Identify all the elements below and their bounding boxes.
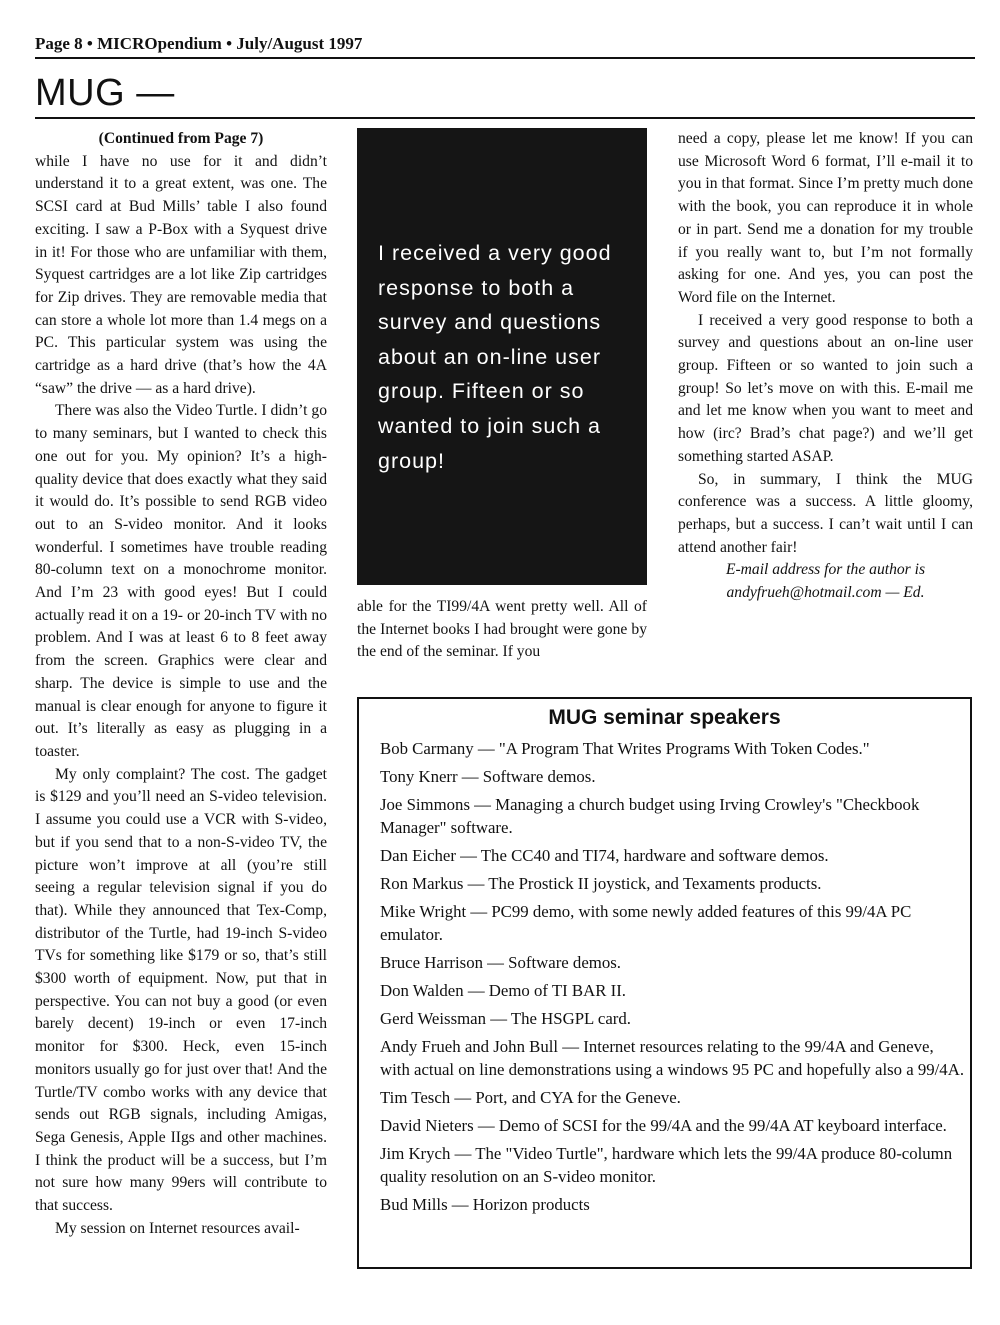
speaker-entry: Dan Eicher — The CC40 and TI74, hardware and software demos. bbox=[380, 846, 829, 865]
speaker-entry: Don Walden — Demo of TI BAR II. bbox=[380, 981, 626, 1000]
left-column bbox=[35, 128, 327, 1240]
speaker-entry: Bud Mills — Horizon products bbox=[380, 1195, 590, 1214]
section-title: MUG — bbox=[35, 72, 175, 114]
title-rule bbox=[35, 117, 975, 119]
article-paragraph: My only complaint? The cost. The gadget is $129 and you’ll need an S-video television. I assume you could use a VCR with S-video, but if you send that to a non-S-video TV, the picture won’t improve at all (you’re still seeing a regular television signal if you do that). While they announced that Tex-Comp, distributor of the Turtle, had 19-inch S-video TVs for something like $179 or so, that’s still $300 worth of equipment. Now, put that in perspective. You can not buy a good (or even barely decent) 19-inch or even 17-inch monitor for $300. Heck, even 15-inch monitors usually go for just over that! And the Turtle/TV combo works with any device that sends out RGB signals, including Amigas, Sega Genesis, Apple IIgs and other machines. I think the product will be a success, but I’m not sure how many 99ers will contribute to that success. bbox=[35, 765, 327, 1215]
speaker-entry: Andy Frueh and John Bull — Internet resources relating to the 99/4A and Geneve, with actual on line demonstrations using a windows 95 PC and hopefully also a 99/4A. bbox=[380, 1037, 965, 1079]
speaker-entry: David Nieters — Demo of SCSI for the 99/4A and the 99/4A AT keyboard interface. bbox=[380, 1116, 947, 1135]
article-paragraph: while I have no use for it and didn’t understand it to a great extent, was one. The SCSI card at Bud Mills’ table I also found exciting. I saw a P-Box with a Syquest drive in it! For those who are unfamiliar with them, Syquest cartridges are a lot like Zip cartridges for Zip drives. They are removable media that can store a whole lot more than 1.4 megs on a PC. This particular system was using the cartridge as a hard drive (that’s how the 4A “saw” the drive — as a hard drive). bbox=[35, 152, 327, 397]
article-paragraph: There was also the Video Turtle. I didn’t go to many seminars, but I wanted to check this one out for you. My opinion? It’s a high-quality device that does exactly what they said it would do. It’s possible to send RGB video out to an S-video monitor. And it looks wonderful. I sometimes have trouble reading 80-column text on a monochrome monitor. And I’m 23 with good eyes! But I could actually read it on a 19- or 20-inch TV with no problem. And I was at least 6 to 8 feet away from the screen. Graphics were clear and sharp. The device is simple to use and the manual is clear enough for anyone to figure it out. It’s literally as easy as plugging in a toaster. bbox=[35, 402, 327, 760]
header-rule bbox=[35, 57, 975, 59]
article-paragraph: able for the TI99/4A went pretty well. All of the Internet books I had brought were gone by the end of the seminar. If you bbox=[357, 598, 647, 661]
pull-quote-text: I received a very good response to both a survey and questions about an on-line user group. Fifteen or so wanted to join such a group! bbox=[378, 241, 612, 473]
speaker-entry: Jim Krych — The "Video Turtle", hardware which lets the 99/4A produce 80-column quality resolution on an S-video monitor. bbox=[380, 1144, 953, 1186]
article-paragraph: need a copy, please let me know! If you can use Microsoft Word 6 format, I’ll e-mail it to you in that format. Since I’m pretty much done with the book, you can reproduce it in whole or in part. Send me a donation for my trouble if you really want to, but I’m not formally asking for one. And yes, you can post the Word file on the Internet. bbox=[678, 130, 973, 306]
speaker-entry: Mike Wright — PC99 demo, with some newly added features of this 99/4A PC emulator. bbox=[380, 902, 912, 944]
article-paragraph: So, in summary, I think the MUG conference was a success. A little gloomy, perhaps, but a success. I can’t wait until I can attend another fair! bbox=[678, 470, 973, 556]
speaker-entry: Bob Carmany — "A Program That Writes Programs With Token Codes." bbox=[380, 739, 870, 758]
article-paragraph: I received a very good response to both a survey and questions about an on-line user group. Fifteen or so wanted to join such a group! So let’s move on with this. E-mail me and let me know when you want to meet and how (irc? Brad’s chat page?) and we’ll get something started ASAP. bbox=[678, 311, 973, 465]
speaker-entry: Joe Simmons — Managing a church budget using Irving Crowley's "Checkbook Manager" software. bbox=[380, 795, 920, 837]
middle-column bbox=[357, 596, 647, 664]
right-column bbox=[678, 128, 973, 605]
speaker-entry: Tim Tesch — Port, and CYA for the Geneve. bbox=[380, 1088, 681, 1107]
speaker-entry: Tony Knerr — Software demos. bbox=[380, 767, 596, 786]
speaker-entry: Gerd Weissman — The HSGPL card. bbox=[380, 1009, 631, 1028]
page-header: Page 8 • MICROpendium • July/August 1997 bbox=[35, 34, 363, 53]
editor-note: E-mail address for the author is andyfrueh@hotmail.com — Ed. bbox=[725, 561, 926, 602]
speaker-entry: Ron Markus — The Prostick II joystick, and Texaments products. bbox=[380, 874, 822, 893]
article-paragraph: My session on Internet resources avail- bbox=[55, 1219, 300, 1237]
speakers-list bbox=[380, 737, 965, 1221]
speakers-title: MUG seminar speakers bbox=[548, 706, 781, 729]
speaker-entry: Bruce Harrison — Software demos. bbox=[380, 953, 621, 972]
continued-from-note: (Continued from Page 7) bbox=[98, 130, 264, 147]
